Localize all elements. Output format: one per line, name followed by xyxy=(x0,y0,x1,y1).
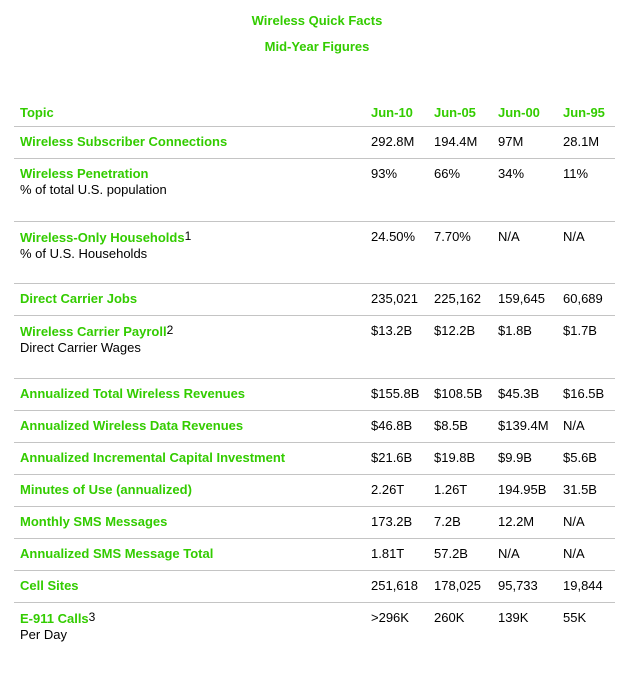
topic-cell xyxy=(14,475,365,507)
facts-table xyxy=(14,97,615,648)
value-cell: $1.7B xyxy=(557,316,615,379)
topic-cell xyxy=(14,411,365,443)
topic-name: Wireless Penetration xyxy=(20,166,149,181)
value-cell: 97M xyxy=(492,127,557,159)
table-row xyxy=(14,127,615,159)
table-row xyxy=(14,379,615,411)
value-cell: 194.95B xyxy=(492,475,557,507)
value-cell: 12.2M xyxy=(492,507,557,539)
topic-name: Wireless Carrier Payroll xyxy=(20,324,167,339)
value-cell: $108.5B xyxy=(428,379,492,411)
value-cell: N/A xyxy=(557,411,615,443)
topic-cell xyxy=(14,222,365,284)
value-cell: $1.8B xyxy=(492,316,557,379)
topic-description: % of U.S. Households xyxy=(20,246,148,261)
value-cell: 225,162 xyxy=(428,284,492,316)
value-cell: N/A xyxy=(557,507,615,539)
value-cell: 1.26T xyxy=(428,475,492,507)
value-cell: 260K xyxy=(428,603,492,649)
value-cell: 28.1M xyxy=(557,127,615,159)
topic-cell xyxy=(14,507,365,539)
value-cell: 66% xyxy=(428,159,492,222)
value-cell: 2.26T xyxy=(365,475,428,507)
value-cell: 292.8M xyxy=(365,127,428,159)
table-row xyxy=(14,603,615,649)
value-cell: 93% xyxy=(365,159,428,222)
table-row xyxy=(14,571,615,603)
topic-cell xyxy=(14,379,365,411)
value-cell: 31.5B xyxy=(557,475,615,507)
value-cell: 7.70% xyxy=(428,222,492,284)
topic-cell xyxy=(14,284,365,316)
value-cell: 194.4M xyxy=(428,127,492,159)
value-cell: 1.81T xyxy=(365,539,428,571)
value-cell: N/A xyxy=(557,222,615,284)
topic-name: Wireless-Only Households xyxy=(20,230,185,245)
value-cell: 34% xyxy=(492,159,557,222)
topic-name: Annualized Total Wireless Revenues xyxy=(20,386,246,401)
topic-name: Annualized Incremental Capital Investment xyxy=(20,450,286,465)
topic-cell xyxy=(14,316,365,379)
topic-cell xyxy=(14,571,365,603)
topic-cell xyxy=(14,539,365,571)
topic-name: Annualized SMS Message Total xyxy=(20,546,214,561)
topic-name: Cell Sites xyxy=(20,578,79,593)
value-cell: $8.5B xyxy=(428,411,492,443)
value-cell: 19,844 xyxy=(557,571,615,603)
value-cell: 11% xyxy=(557,159,615,222)
table-row xyxy=(14,443,615,475)
value-cell: $155.8B xyxy=(365,379,428,411)
topic-name: Wireless Subscriber Connections xyxy=(20,134,228,149)
value-cell: $13.2B xyxy=(365,316,428,379)
value-cell: $46.8B xyxy=(365,411,428,443)
page-subtitle: Mid-Year Figures xyxy=(264,39,370,54)
topic-cell xyxy=(14,603,365,649)
table-row xyxy=(14,316,615,379)
value-cell: N/A xyxy=(492,222,557,284)
value-cell: N/A xyxy=(492,539,557,571)
value-cell: 24.50% xyxy=(365,222,428,284)
table-row xyxy=(14,507,615,539)
footnote-marker: 3 xyxy=(88,610,96,624)
header-jun-95: Jun-95 xyxy=(563,105,605,120)
topic-cell xyxy=(14,127,365,159)
page-title: Wireless Quick Facts xyxy=(251,13,383,28)
value-cell: 95,733 xyxy=(492,571,557,603)
topic-name: Direct Carrier Jobs xyxy=(20,291,138,306)
value-cell: 7.2B xyxy=(428,507,492,539)
value-cell: $139.4M xyxy=(492,411,557,443)
value-cell: 235,021 xyxy=(365,284,428,316)
value-cell: $9.9B xyxy=(492,443,557,475)
topic-description: Per Day xyxy=(20,627,67,642)
topic-cell xyxy=(14,159,365,222)
table-row xyxy=(14,475,615,507)
value-cell: 178,025 xyxy=(428,571,492,603)
table-row xyxy=(14,159,615,222)
table-row xyxy=(14,284,615,316)
value-cell: N/A xyxy=(557,539,615,571)
topic-description: % of total U.S. population xyxy=(20,182,167,197)
value-cell: >296K xyxy=(365,603,428,649)
value-cell: 55K xyxy=(557,603,615,649)
value-cell: $19.8B xyxy=(428,443,492,475)
table-row xyxy=(14,222,615,284)
topic-description: Direct Carrier Wages xyxy=(20,340,141,355)
value-cell: 159,645 xyxy=(492,284,557,316)
header-jun-05: Jun-05 xyxy=(434,105,476,120)
value-cell: $5.6B xyxy=(557,443,615,475)
topic-name: Annualized Wireless Data Revenues xyxy=(20,418,244,433)
topic-name: Minutes of Use (annualized) xyxy=(20,482,192,497)
value-cell: 60,689 xyxy=(557,284,615,316)
topic-name: E-911 Calls xyxy=(20,611,89,626)
header-jun-00: Jun-00 xyxy=(498,105,540,120)
value-cell: $21.6B xyxy=(365,443,428,475)
header-topic: Topic xyxy=(20,105,54,120)
topic-name: Monthly SMS Messages xyxy=(20,514,168,529)
value-cell: $12.2B xyxy=(428,316,492,379)
table-header-row xyxy=(14,97,615,127)
value-cell: 251,618 xyxy=(365,571,428,603)
value-cell: 57.2B xyxy=(428,539,492,571)
value-cell: 173.2B xyxy=(365,507,428,539)
value-cell: 139K xyxy=(492,603,557,649)
topic-cell xyxy=(14,443,365,475)
value-cell: $16.5B xyxy=(557,379,615,411)
table-row xyxy=(14,411,615,443)
value-cell: $45.3B xyxy=(492,379,557,411)
header-jun-10: Jun-10 xyxy=(371,105,413,120)
table-row xyxy=(14,539,615,571)
footnote-marker: 2 xyxy=(166,323,174,337)
footnote-marker: 1 xyxy=(184,229,192,243)
